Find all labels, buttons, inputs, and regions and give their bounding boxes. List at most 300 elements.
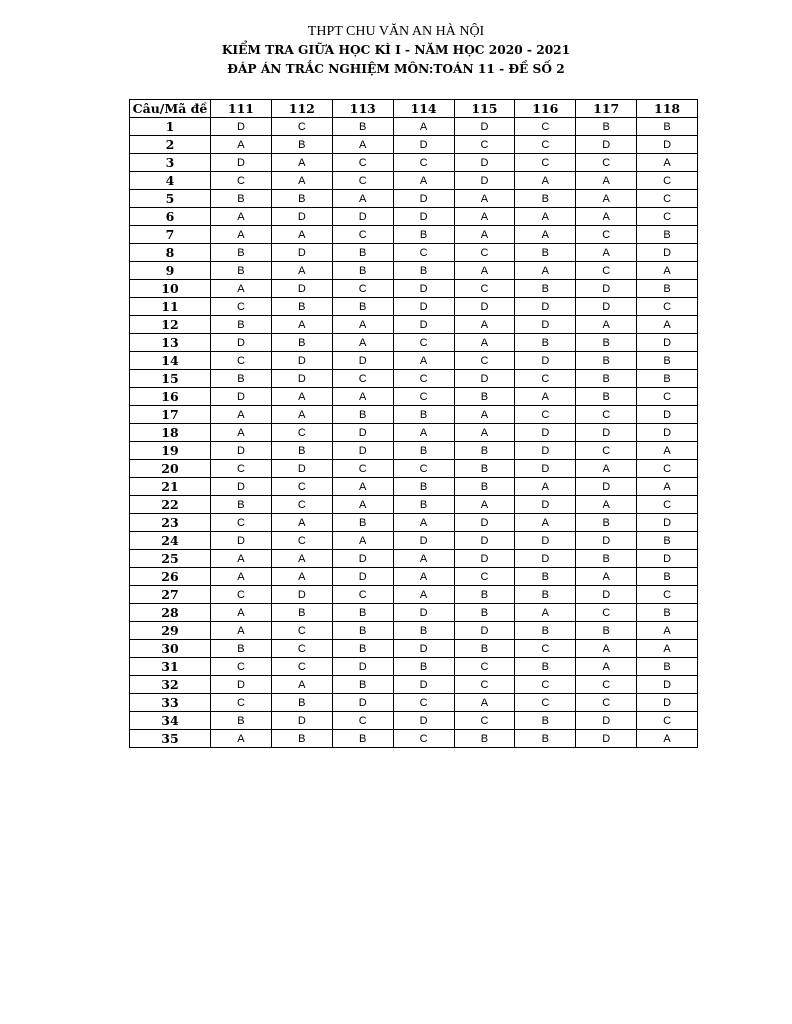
- answer-cell: D: [515, 442, 576, 460]
- answer-cell: C: [271, 622, 332, 640]
- answer-cell: C: [637, 190, 698, 208]
- answer-cell: D: [393, 190, 454, 208]
- answer-cell: D: [271, 460, 332, 478]
- answer-cell: B: [454, 640, 515, 658]
- answer-cell: A: [271, 514, 332, 532]
- question-number: 21: [130, 478, 211, 496]
- answer-cell: B: [454, 460, 515, 478]
- answer-cell: C: [454, 244, 515, 262]
- answer-cell: C: [454, 676, 515, 694]
- answer-cell: D: [454, 298, 515, 316]
- answer-cell: A: [454, 262, 515, 280]
- answer-cell: C: [454, 568, 515, 586]
- answer-cell: B: [393, 622, 454, 640]
- answer-cell: A: [454, 334, 515, 352]
- answer-cell: A: [271, 388, 332, 406]
- answer-cell: C: [454, 352, 515, 370]
- answer-cell: C: [332, 370, 393, 388]
- table-row: [130, 460, 698, 478]
- answer-cell: C: [211, 514, 272, 532]
- answer-cell: D: [211, 118, 272, 136]
- answer-cell: B: [211, 316, 272, 334]
- answer-cell: D: [576, 424, 637, 442]
- exam-code-header: 117: [576, 100, 637, 118]
- question-number: 3: [130, 154, 211, 172]
- answer-cell: B: [271, 190, 332, 208]
- answer-cell: A: [515, 388, 576, 406]
- answer-cell: D: [332, 208, 393, 226]
- answer-cell: D: [211, 478, 272, 496]
- answer-cell: C: [576, 406, 637, 424]
- answer-cell: C: [332, 460, 393, 478]
- answer-cell: B: [332, 514, 393, 532]
- answer-cell: A: [454, 406, 515, 424]
- answer-cell: B: [393, 478, 454, 496]
- answer-cell: B: [637, 568, 698, 586]
- answer-cell: A: [332, 496, 393, 514]
- answer-cell: C: [332, 280, 393, 298]
- question-number: 8: [130, 244, 211, 262]
- answer-cell: C: [271, 496, 332, 514]
- answer-cell: A: [211, 550, 272, 568]
- table-row: [130, 568, 698, 586]
- answer-cell: A: [332, 316, 393, 334]
- question-number: 5: [130, 190, 211, 208]
- question-number: 9: [130, 262, 211, 280]
- question-number: 12: [130, 316, 211, 334]
- answer-cell: C: [515, 136, 576, 154]
- exam-code-header: 115: [454, 100, 515, 118]
- answer-cell: A: [332, 532, 393, 550]
- table-row: [130, 640, 698, 658]
- table-row: [130, 676, 698, 694]
- answer-cell: A: [332, 388, 393, 406]
- answer-cell: D: [393, 316, 454, 334]
- answer-cell: A: [637, 262, 698, 280]
- table-row: [130, 244, 698, 262]
- answer-cell: A: [576, 316, 637, 334]
- exam-code-header: 111: [211, 100, 272, 118]
- answer-cell: B: [515, 190, 576, 208]
- question-number: 16: [130, 388, 211, 406]
- question-number: 23: [130, 514, 211, 532]
- answer-cell: D: [211, 388, 272, 406]
- question-number: 34: [130, 712, 211, 730]
- table-row: [130, 316, 698, 334]
- answer-cell: C: [211, 298, 272, 316]
- answer-cell: A: [515, 478, 576, 496]
- answer-cell: A: [637, 730, 698, 748]
- question-number: 17: [130, 406, 211, 424]
- answer-cell: A: [211, 730, 272, 748]
- answer-cell: D: [393, 298, 454, 316]
- answer-cell: D: [393, 712, 454, 730]
- answer-cell: B: [454, 388, 515, 406]
- answer-cell: B: [637, 352, 698, 370]
- table-row: [130, 622, 698, 640]
- answer-cell: B: [637, 370, 698, 388]
- question-number: 20: [130, 460, 211, 478]
- answer-cell: D: [637, 136, 698, 154]
- answer-cell: B: [393, 262, 454, 280]
- answer-cell: A: [393, 352, 454, 370]
- answer-cell: D: [393, 280, 454, 298]
- answer-cell: D: [393, 676, 454, 694]
- answer-cell: A: [393, 586, 454, 604]
- table-row: [130, 406, 698, 424]
- answer-cell: B: [515, 334, 576, 352]
- answer-cell: A: [332, 478, 393, 496]
- answer-cell: D: [332, 568, 393, 586]
- answer-cell: B: [576, 550, 637, 568]
- answer-cell: D: [211, 334, 272, 352]
- answer-cell: B: [637, 280, 698, 298]
- answer-cell: D: [637, 514, 698, 532]
- table-row: [130, 478, 698, 496]
- answer-cell: B: [576, 334, 637, 352]
- question-number: 33: [130, 694, 211, 712]
- answer-cell: A: [393, 568, 454, 586]
- answer-cell: B: [454, 478, 515, 496]
- answer-cell: C: [393, 694, 454, 712]
- answer-cell: D: [515, 316, 576, 334]
- answer-cell: D: [515, 298, 576, 316]
- question-number: 4: [130, 172, 211, 190]
- answer-cell: C: [332, 226, 393, 244]
- answer-cell: A: [515, 208, 576, 226]
- answer-cell: A: [637, 154, 698, 172]
- question-number: 7: [130, 226, 211, 244]
- answer-cell: B: [576, 388, 637, 406]
- answer-cell: C: [454, 658, 515, 676]
- table-row: [130, 136, 698, 154]
- answer-cell: D: [454, 172, 515, 190]
- document-header: [0, 22, 792, 79]
- answer-cell: D: [515, 532, 576, 550]
- question-number: 6: [130, 208, 211, 226]
- question-number: 2: [130, 136, 211, 154]
- answer-cell: D: [454, 370, 515, 388]
- answer-cell: D: [576, 712, 637, 730]
- answer-cell: A: [211, 226, 272, 244]
- answer-cell: D: [454, 154, 515, 172]
- answer-cell: A: [211, 622, 272, 640]
- answer-cell: D: [637, 550, 698, 568]
- answer-cell: B: [637, 226, 698, 244]
- table-row: [130, 280, 698, 298]
- answer-cell: D: [515, 460, 576, 478]
- answer-cell: D: [576, 478, 637, 496]
- answer-cell: A: [271, 262, 332, 280]
- answer-cell: A: [393, 424, 454, 442]
- answer-cell: D: [637, 694, 698, 712]
- answer-cell: C: [515, 370, 576, 388]
- question-number: 13: [130, 334, 211, 352]
- answer-cell: D: [332, 424, 393, 442]
- answer-cell: A: [576, 496, 637, 514]
- answer-cell: C: [211, 694, 272, 712]
- answer-cell: B: [515, 568, 576, 586]
- answer-cell: C: [576, 226, 637, 244]
- answer-cell: D: [332, 550, 393, 568]
- answer-cell: B: [515, 622, 576, 640]
- table-row: [130, 604, 698, 622]
- answer-cell: D: [393, 136, 454, 154]
- table-row: [130, 208, 698, 226]
- answer-cell: D: [454, 532, 515, 550]
- answer-cell: C: [211, 352, 272, 370]
- answer-cell: C: [211, 460, 272, 478]
- answer-cell: A: [211, 604, 272, 622]
- answer-cell: A: [211, 136, 272, 154]
- question-number: 1: [130, 118, 211, 136]
- answer-cell: D: [637, 424, 698, 442]
- answer-key-title: ĐÁP ÁN TRẮC NGHIỆM MÔN:TOÁN 11 - ĐỀ SỐ 2: [227, 62, 565, 76]
- question-number: 14: [130, 352, 211, 370]
- answer-cell: D: [515, 424, 576, 442]
- answer-cell: B: [515, 712, 576, 730]
- answer-cell: A: [454, 316, 515, 334]
- table-row: [130, 514, 698, 532]
- answer-cell: D: [454, 550, 515, 568]
- answer-cell: A: [393, 172, 454, 190]
- answer-cell: B: [271, 136, 332, 154]
- answer-cell: B: [576, 622, 637, 640]
- answer-cell: C: [515, 694, 576, 712]
- answer-cell: C: [271, 478, 332, 496]
- answer-cell: C: [271, 640, 332, 658]
- answer-cell: B: [211, 370, 272, 388]
- answer-cell: C: [332, 712, 393, 730]
- answer-cell: D: [211, 532, 272, 550]
- answer-cell: C: [576, 604, 637, 622]
- table-row: [130, 550, 698, 568]
- answer-cell: A: [271, 568, 332, 586]
- answer-cell: B: [211, 244, 272, 262]
- question-number: 15: [130, 370, 211, 388]
- table-row: [130, 370, 698, 388]
- table-row: [130, 226, 698, 244]
- answer-cell: A: [576, 244, 637, 262]
- answer-cell: C: [637, 388, 698, 406]
- answer-cell: D: [637, 244, 698, 262]
- answer-cell: C: [637, 460, 698, 478]
- answer-cell: A: [515, 226, 576, 244]
- answer-cell: B: [515, 730, 576, 748]
- answer-cell: C: [637, 208, 698, 226]
- answer-cell: C: [637, 298, 698, 316]
- answer-cell: C: [637, 712, 698, 730]
- question-number: 18: [130, 424, 211, 442]
- answer-cell: D: [454, 622, 515, 640]
- answer-cell: D: [271, 352, 332, 370]
- answer-cell: A: [454, 226, 515, 244]
- answer-cell: B: [454, 604, 515, 622]
- answer-cell: A: [576, 568, 637, 586]
- answer-cell: B: [332, 244, 393, 262]
- answer-cell: C: [211, 172, 272, 190]
- table-row: [130, 172, 698, 190]
- answer-cell: A: [393, 118, 454, 136]
- answer-cell: D: [332, 442, 393, 460]
- answer-cell: A: [454, 208, 515, 226]
- question-number: 30: [130, 640, 211, 658]
- answer-cell: C: [576, 694, 637, 712]
- answer-cell: B: [454, 586, 515, 604]
- answer-cell: B: [271, 604, 332, 622]
- answer-cell: D: [576, 532, 637, 550]
- answer-cell: C: [454, 712, 515, 730]
- answer-cell: C: [637, 586, 698, 604]
- answer-cell: B: [393, 442, 454, 460]
- answer-cell: A: [637, 316, 698, 334]
- answer-cell: A: [211, 568, 272, 586]
- answer-cell: A: [332, 334, 393, 352]
- answer-cell: D: [393, 532, 454, 550]
- answer-cell: A: [576, 208, 637, 226]
- answer-cell: D: [393, 604, 454, 622]
- answer-key-table: [129, 99, 698, 748]
- answer-cell: B: [332, 622, 393, 640]
- answer-cell: C: [393, 730, 454, 748]
- answer-cell: D: [515, 496, 576, 514]
- answer-cell: A: [454, 190, 515, 208]
- answer-cell: A: [393, 514, 454, 532]
- answer-cell: A: [454, 424, 515, 442]
- answer-cell: B: [332, 118, 393, 136]
- answer-cell: C: [332, 154, 393, 172]
- answer-cell: B: [576, 118, 637, 136]
- answer-cell: A: [637, 640, 698, 658]
- answer-cell: A: [515, 262, 576, 280]
- answer-cell: C: [576, 442, 637, 460]
- answer-cell: A: [271, 550, 332, 568]
- answer-cell: A: [515, 172, 576, 190]
- answer-cell: D: [515, 352, 576, 370]
- table-row: [130, 190, 698, 208]
- answer-cell: D: [271, 586, 332, 604]
- answer-cell: B: [515, 244, 576, 262]
- answer-cell: A: [211, 208, 272, 226]
- answer-cell: C: [211, 586, 272, 604]
- question-number: 32: [130, 676, 211, 694]
- answer-cell: B: [637, 658, 698, 676]
- answer-cell: A: [332, 190, 393, 208]
- answer-cell: A: [515, 604, 576, 622]
- table-row: [130, 532, 698, 550]
- answer-cell: B: [332, 262, 393, 280]
- answer-cell: A: [271, 316, 332, 334]
- answer-cell: D: [332, 352, 393, 370]
- answer-cell: C: [637, 496, 698, 514]
- answer-cell: D: [637, 676, 698, 694]
- table-row: [130, 424, 698, 442]
- answer-cell: B: [271, 334, 332, 352]
- table-row: [130, 442, 698, 460]
- answer-cell: C: [393, 370, 454, 388]
- table-row: [130, 712, 698, 730]
- answer-cell: A: [576, 658, 637, 676]
- table-row: [130, 352, 698, 370]
- answer-cell: B: [576, 352, 637, 370]
- answer-cell: D: [454, 514, 515, 532]
- table-row: [130, 262, 698, 280]
- answer-cell: A: [637, 622, 698, 640]
- answer-cell: D: [211, 154, 272, 172]
- answer-cell: B: [515, 658, 576, 676]
- answer-cell: D: [271, 208, 332, 226]
- answer-cell: D: [637, 406, 698, 424]
- answer-cell: D: [211, 676, 272, 694]
- answer-cell: A: [271, 226, 332, 244]
- table-row: [130, 694, 698, 712]
- answer-cell: A: [271, 406, 332, 424]
- table-row: [130, 334, 698, 352]
- answer-cell: A: [576, 460, 637, 478]
- answer-cell: A: [576, 190, 637, 208]
- answer-cell: B: [454, 730, 515, 748]
- answer-cell: D: [271, 370, 332, 388]
- answer-cell: C: [332, 586, 393, 604]
- question-number: 19: [130, 442, 211, 460]
- answer-cell: C: [515, 154, 576, 172]
- answer-cell: C: [393, 334, 454, 352]
- answer-cell: D: [515, 550, 576, 568]
- answer-cell: B: [332, 730, 393, 748]
- answer-cell: B: [271, 298, 332, 316]
- answer-cell: A: [211, 406, 272, 424]
- answer-cell: D: [332, 694, 393, 712]
- exam-code-header: 112: [271, 100, 332, 118]
- answer-cell: D: [271, 712, 332, 730]
- answer-cell: A: [576, 640, 637, 658]
- answer-cell: A: [271, 676, 332, 694]
- answer-cell: A: [637, 478, 698, 496]
- answer-cell: D: [576, 136, 637, 154]
- answer-cell: A: [211, 280, 272, 298]
- exam-title: KIỂM TRA GIỮA HỌC KÌ I - NĂM HỌC 2020 - 2021: [221, 43, 571, 57]
- answer-cell: D: [271, 280, 332, 298]
- corner-header: Câu/Mã đề: [130, 100, 211, 118]
- answer-cell: B: [211, 712, 272, 730]
- table-row: [130, 496, 698, 514]
- table-row: [130, 730, 698, 748]
- question-number: 27: [130, 586, 211, 604]
- answer-rows: [130, 118, 698, 748]
- answer-cell: A: [393, 550, 454, 568]
- answer-cell: B: [637, 532, 698, 550]
- answer-cell: C: [393, 460, 454, 478]
- answer-cell: B: [393, 496, 454, 514]
- answer-cell: C: [515, 640, 576, 658]
- answer-cell: B: [393, 226, 454, 244]
- answer-cell: C: [576, 154, 637, 172]
- answer-cell: B: [393, 406, 454, 424]
- answer-cell: C: [576, 262, 637, 280]
- answer-cell: B: [211, 190, 272, 208]
- table-row: [130, 154, 698, 172]
- answer-cell: C: [393, 154, 454, 172]
- answer-cell: B: [515, 586, 576, 604]
- question-number: 31: [130, 658, 211, 676]
- answer-cell: B: [332, 676, 393, 694]
- answer-cell: B: [271, 442, 332, 460]
- answer-cell: B: [454, 442, 515, 460]
- answer-cell: A: [271, 172, 332, 190]
- answer-cell: D: [271, 244, 332, 262]
- question-number: 35: [130, 730, 211, 748]
- answer-cell: A: [271, 154, 332, 172]
